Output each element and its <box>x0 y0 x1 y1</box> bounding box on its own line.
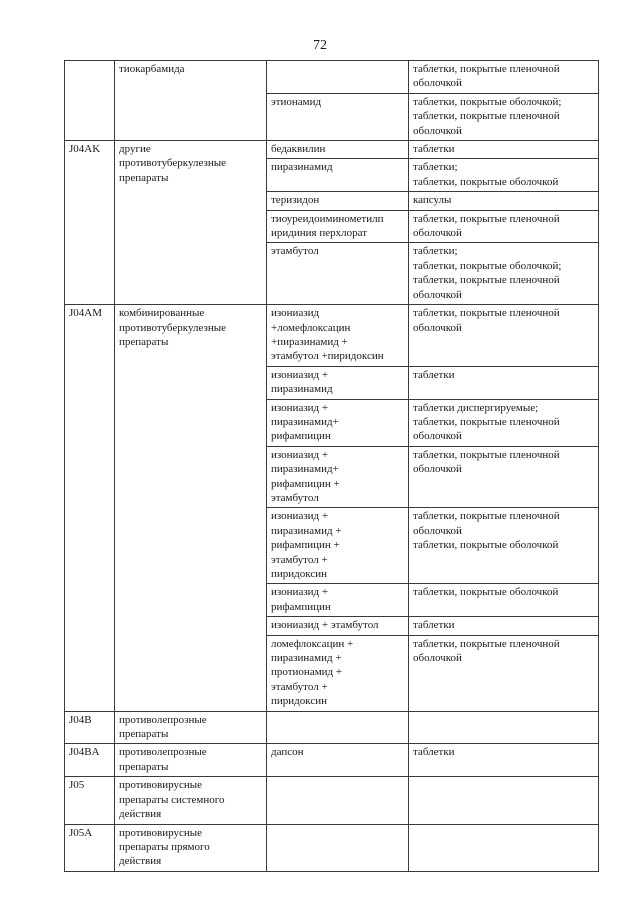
drug-cell <box>267 61 409 94</box>
group-cell: комбинированные противотуберкулезные препараты <box>115 305 267 712</box>
drug-cell: дапсон <box>267 744 409 777</box>
drug-cell: пиразинамид <box>267 159 409 192</box>
form-cell: таблетки <box>409 617 599 635</box>
form-cell: капсулы <box>409 192 599 210</box>
table-row <box>65 777 599 824</box>
drug-cell: изониазид + этамбутол <box>267 617 409 635</box>
group-cell: противовирусные препараты прямого действия <box>115 824 267 871</box>
drug-cell <box>267 777 409 824</box>
form-cell: таблетки; таблетки, покрытые оболочкой <box>409 159 599 192</box>
form-cell: таблетки, покрытые оболочкой; таблетки, покрытые пленочной оболочкой <box>409 93 599 140</box>
atc-code-cell: J04BA <box>65 744 115 777</box>
drug-cell <box>267 711 409 744</box>
table-row <box>65 305 599 367</box>
drug-cell: этионамид <box>267 93 409 140</box>
group-cell: другие противотуберкулезные препараты <box>115 141 267 305</box>
form-cell: таблетки, покрытые пленочной оболочкой <box>409 61 599 94</box>
table-row <box>65 744 599 777</box>
drug-cell: изониазид + пиразинамид+ рифампицин + этамбутол <box>267 446 409 508</box>
form-cell: таблетки, покрытые пленочной оболочкой <box>409 446 599 508</box>
drug-cell: ломефлоксацин + пиразинамид + протионамид + этамбутол + пиридоксин <box>267 635 409 711</box>
form-cell <box>409 777 599 824</box>
form-cell: таблетки <box>409 366 599 399</box>
form-cell: таблетки <box>409 141 599 159</box>
group-cell: противолепрозные препараты <box>115 744 267 777</box>
drug-cell: изониазид + рифампицин <box>267 584 409 617</box>
medication-table <box>64 60 599 872</box>
table-row <box>65 141 599 159</box>
atc-code-cell: J05 <box>65 777 115 824</box>
drug-cell: этамбутол <box>267 243 409 305</box>
atc-code-cell: J04AM <box>65 305 115 712</box>
drug-cell <box>267 824 409 871</box>
table-row <box>65 824 599 871</box>
drug-cell: изониазид + пиразинамид + рифампицин + этамбутол + пиридоксин <box>267 508 409 584</box>
form-cell <box>409 824 599 871</box>
table-row <box>65 61 599 94</box>
form-cell: таблетки, покрытые пленочной оболочкой таблетки, покрытые оболочкой <box>409 508 599 584</box>
drug-cell: изониазид + пиразинамид <box>267 366 409 399</box>
form-cell: таблетки диспергируемые; таблетки, покрытые пленочной оболочкой <box>409 399 599 446</box>
group-cell: тиокарбамида <box>115 61 267 141</box>
drug-cell: тиоуреидоиминометилп иридиния перхлорат <box>267 210 409 243</box>
atc-code-cell <box>65 61 115 141</box>
form-cell: таблетки, покрытые пленочной оболочкой <box>409 210 599 243</box>
form-cell <box>409 711 599 744</box>
atc-code-cell: J05A <box>65 824 115 871</box>
table-row <box>65 711 599 744</box>
form-cell: таблетки; таблетки, покрытые оболочкой; таблетки, покрытые пленочной оболочкой <box>409 243 599 305</box>
form-cell: таблетки, покрытые пленочной оболочкой <box>409 305 599 367</box>
drug-cell: теризидон <box>267 192 409 210</box>
group-cell: противолепрозные препараты <box>115 711 267 744</box>
drug-cell: изониазид + пиразинамид+ рифампицин <box>267 399 409 446</box>
drug-cell: бедаквилин <box>267 141 409 159</box>
form-cell: таблетки, покрытые пленочной оболочкой <box>409 635 599 711</box>
page-number: 72 <box>313 38 327 53</box>
drug-cell: изониазид +ломефлоксацин +пиразинамид + этамбутол +пиридоксин <box>267 305 409 367</box>
atc-code-cell: J04AK <box>65 141 115 305</box>
atc-code-cell: J04B <box>65 711 115 744</box>
form-cell: таблетки <box>409 744 599 777</box>
form-cell: таблетки, покрытые оболочкой <box>409 584 599 617</box>
group-cell: противовирусные препараты системного действия <box>115 777 267 824</box>
